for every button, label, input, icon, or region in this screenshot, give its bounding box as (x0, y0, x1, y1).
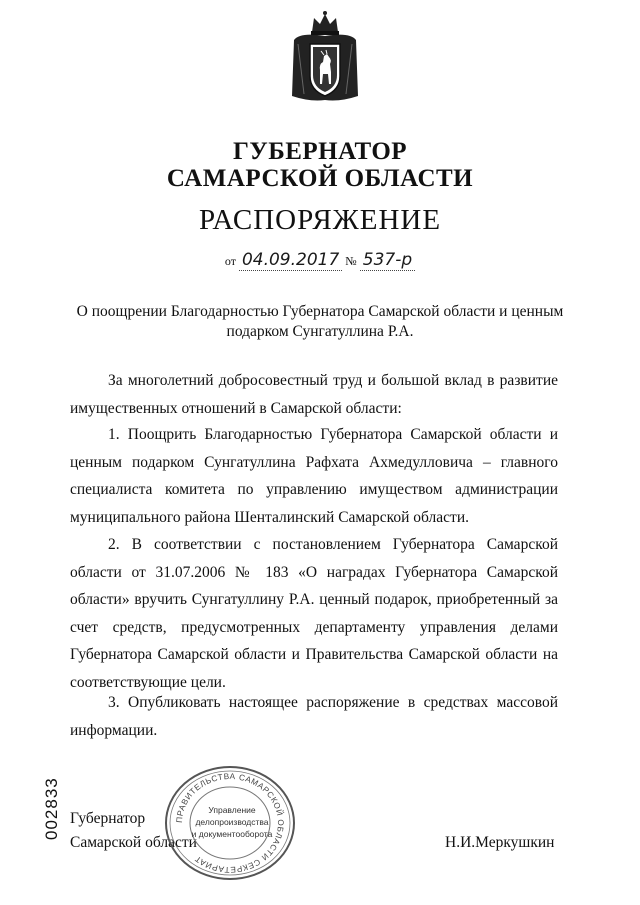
body-intro-paragraph: За многолетний добросовестный труд и большой вклад в развитие имущественных отношений в Самарской области: (70, 372, 558, 417)
document-type-title: РАСПОРЯЖЕНИЕ (198, 204, 442, 236)
body-item-1: 1. Поощрить Благодарностью Губернатора Самарской области и ценным подарком Сунгатуллина Рафхата Ахмедулловича – главного специалиста комитета по управлению имуществом администрации муниципального района Шенталинский Самарской области. (70, 426, 558, 526)
number-prefix: № (345, 254, 357, 268)
issuer-title-line-2: САМАРСКОЙ ОБЛАСТИ (166, 165, 474, 192)
date-prefix: от (224, 254, 236, 268)
stamp-line-2: делопроизводства (195, 817, 269, 827)
signatory-name: Н.И.Меркушкин (445, 834, 555, 851)
order-number: 537-р (360, 250, 415, 271)
issuer-title-line-1: ГУБЕРНАТОР (232, 138, 408, 165)
body-item-2: 2. В соответствии с постановлением Губернатора Самарской области от 31.07.2006 № 183 «О наградах Губернатора Самарской области» вручить Сунгатуллину Р.А. ценный подарок, приобретенный за счет средств, предусмотренных департаменту управления делами Губернатора Самарской области и Правительства Самарской области на соответствующие цели. (70, 536, 558, 691)
registration-number: 002833 (42, 777, 61, 840)
round-stamp-icon (160, 763, 300, 883)
signatory-position-line-1: Губернатор (70, 810, 146, 827)
signatory-position-line-2: Самарской области (70, 834, 197, 851)
order-date: 04.09.2017 (239, 250, 342, 271)
stamp-ring-text: ПРАВИТЕЛЬСТВА САМАРСКОЙ ОБЛАСТИ СЕКРЕТАРИАТ (174, 771, 286, 875)
stamp-line-3: и документооборота (191, 829, 273, 839)
order-date-number-line (0, 250, 640, 270)
coat-of-arms-icon (290, 10, 360, 106)
document-subject: О поощрении Благодарностью Губернатора Самарской области и ценным подарком Сунгатуллина Р.А. (76, 303, 564, 340)
body-item-3: 3. Опубликовать настоящее распоряжение в средствах массовой информации. (70, 694, 558, 739)
stamp-line-1: Управление (208, 805, 256, 815)
